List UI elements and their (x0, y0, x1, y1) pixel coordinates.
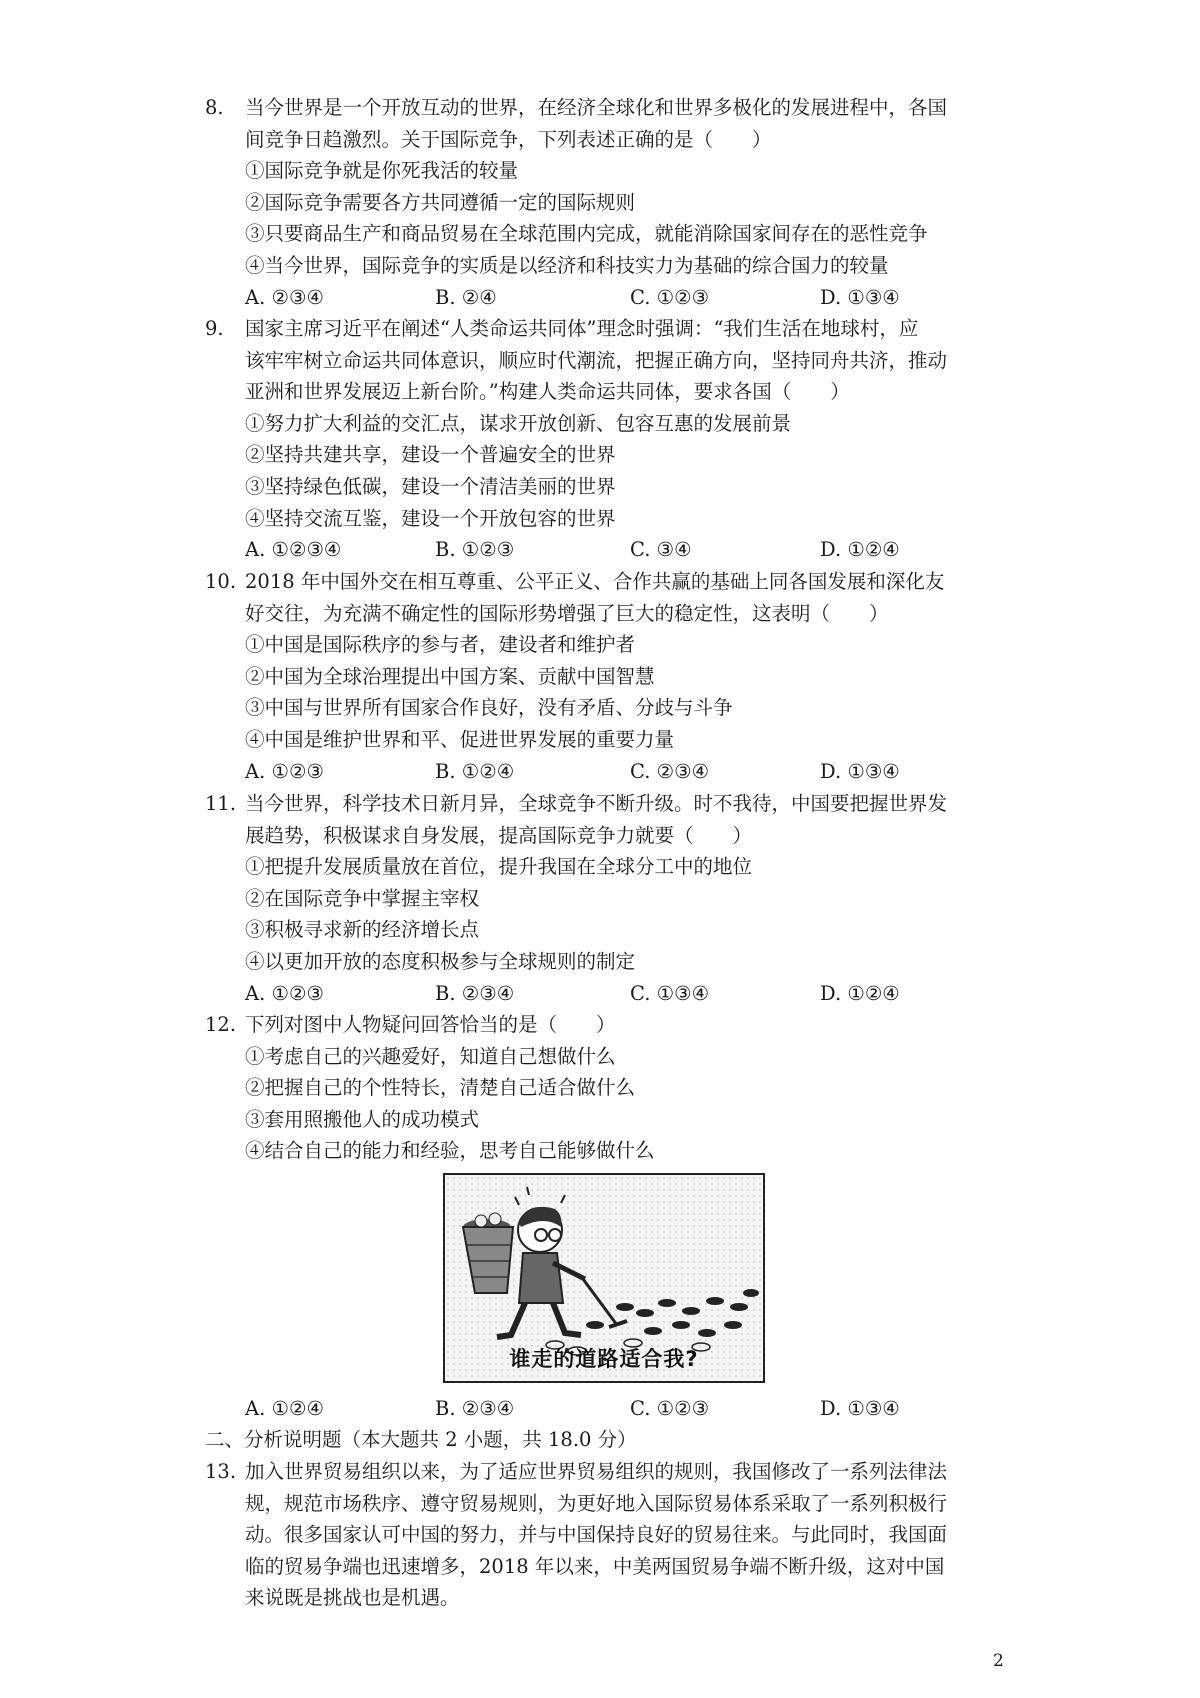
statement: ④结合自己的能力和经验，思考自己能够做什么 (245, 1139, 655, 1163)
statement: ③坚持绿色低碳，建设一个清洁美丽的世界 (245, 474, 616, 498)
statement: ④中国是维护世界和平、促进世界发展的重要力量 (245, 727, 675, 751)
choice-b: B. ①②③ (435, 538, 515, 562)
question-text-line: 规，规范市场秩序、遵守贸易规则，为更好地入国际贸易体系采取了一系列积极行 (245, 1491, 948, 1515)
statement: ②把握自己的个性特长，清楚自己适合做什么 (245, 1076, 636, 1100)
question-stem-line: 该牢牢树立命运共同体意识，顺应时代潮流，把握正确方向，坚持同舟共济，推动 (245, 348, 948, 372)
question-text-line: 临的贸易争端也迅速增多，2018 年以来，中美两国贸易争端不断升级，这对中国 (245, 1554, 945, 1578)
statement: ①考虑自己的兴趣爱好，知道自己想做什么 (245, 1044, 616, 1068)
statement: ①把提升发展质量放在首位，提升我国在全球分工中的地位 (245, 855, 753, 879)
choice-a: A. ②③④ (245, 285, 324, 309)
page-number: 2 (993, 1651, 1004, 1671)
question-8 (205, 92, 1005, 313)
choice-c: C. ①②③ (630, 285, 710, 309)
question-stem-line: 2018 年中国外交在相互尊重、公平正义、合作共赢的基础上同各国发展和深化友 (245, 570, 945, 593)
choice-d: D. ①③④ (820, 1397, 900, 1420)
question-number: 11. (205, 792, 237, 815)
question-number: 10. (205, 570, 237, 593)
choice-c: C. ③④ (630, 538, 692, 562)
statement: ④当今世界，国际竞争的实质是以经济和科技实力为基础的综合国力的较量 (245, 253, 889, 277)
statement: ②国际竞争需要各方共同遵循一定的国际规则 (245, 190, 636, 214)
question-13 (205, 1456, 1005, 1614)
section-heading: 二、分析说明题（本大题共 2 小题，共 18.0 分） (205, 1428, 637, 1451)
choice-b: B. ②④ (435, 285, 497, 309)
choice-c: C. ①③④ (630, 981, 710, 1005)
choice-a: A. ①②③④ (245, 538, 342, 562)
statement: ③积极寻求新的经济增长点 (245, 918, 480, 942)
statement: ①努力扩大利益的交汇点，谋求开放创新、包容互惠的发展前景 (245, 411, 792, 435)
question-text-line: 动。很多国家认可中国的努力，并与中国保持良好的贸易往来。与此同时，我国面 (245, 1523, 948, 1547)
question-number: 9. (205, 317, 224, 340)
choice-b: B. ②③④ (435, 1397, 515, 1420)
question-text-line: 加入世界贸易组织以来，为了适应世界贸易组织的规则，我国修改了一系列法律法 (245, 1460, 948, 1483)
choice-b: B. ①②④ (435, 759, 515, 783)
statement: ①国际竞争就是你死我活的较量 (245, 159, 519, 183)
answer-choices (205, 1393, 1005, 1425)
question-text-line: 来说既是挑战也是机遇。 (245, 1586, 460, 1610)
statement: ③套用照搬他人的成功模式 (245, 1107, 480, 1131)
question-number: 13. (205, 1460, 237, 1483)
cartoon-caption: 谁走的道路适合我? (509, 1347, 699, 1371)
answer-choices (205, 534, 1005, 566)
question-number: 12. (205, 1013, 237, 1036)
statement: ①中国是国际秩序的参与者，建设者和维护者 (245, 633, 636, 657)
statement: ②中国为全球治理提出中国方案、贡献中国智慧 (245, 664, 655, 688)
question-stem-line: 当今世界，科学技术日新月异，全球竞争不断升级。时不我待，中国要把握世界发 (245, 792, 948, 815)
question-12-choices-block (205, 1393, 1005, 1425)
choice-d: D. ①③④ (820, 759, 900, 783)
cartoon-illustration (443, 1173, 765, 1383)
choice-c: C. ①②③ (630, 1397, 710, 1420)
choice-c: C. ②③④ (630, 759, 710, 783)
question-9 (205, 313, 1005, 566)
statement: ④坚持交流互鉴，建设一个开放包容的世界 (245, 506, 616, 530)
answer-choices (205, 978, 1005, 1010)
choice-d: D. ①③④ (820, 285, 900, 309)
question-stem-line: 下列对图中人物疑问回答恰当的是（ ） (245, 1013, 616, 1036)
question-stem-line: 亚洲和世界发展迈上新台阶。”构建人类命运共同体，要求各国（ ） (245, 380, 850, 404)
question-stem-line: 展趋势，积极谋求自身发展，提高国际竞争力就要（ ） (245, 823, 753, 847)
choice-b: B. ②③④ (435, 981, 515, 1005)
answer-choices (205, 282, 1005, 314)
statement: ③只要商品生产和商品贸易在全球范围内完成，就能消除国家间存在的恶性竞争 (245, 222, 928, 246)
question-10 (205, 566, 1005, 787)
statement: ③中国与世界所有国家合作良好，没有矛盾、分歧与斗争 (245, 696, 733, 720)
choice-a: A. ①②④ (245, 1397, 324, 1420)
choice-a: A. ①②③ (245, 981, 324, 1005)
question-stem-line: 当今世界是一个开放互动的世界，在经济全球化和世界多极化的发展进程中，各国 (245, 96, 948, 119)
question-stem-line: 间竞争日趋激烈。关于国际竞争，下列表述正确的是（ ） (245, 127, 772, 151)
question-11 (205, 788, 1005, 1009)
statement: ②在国际竞争中掌握主宰权 (245, 886, 480, 910)
answer-choices (205, 756, 1005, 788)
question-number: 8. (205, 96, 224, 119)
question-stem-line: 好交往，为充满不确定性的国际形势增强了巨大的稳定性，这表明（ ） (245, 601, 889, 625)
choice-d: D. ①②④ (820, 538, 900, 562)
choice-d: D. ①②④ (820, 981, 900, 1005)
statement: ④以更加开放的态度积极参与全球规则的制定 (245, 949, 636, 973)
question-stem-line: 国家主席习近平在阐述“人类命运共同体”理念时强调：“我们生活在地球村，应 (245, 317, 919, 340)
choice-a: A. ①②③ (245, 759, 324, 783)
question-12 (205, 1009, 1005, 1167)
statement: ②坚持共建共享，建设一个普遍安全的世界 (245, 443, 616, 467)
